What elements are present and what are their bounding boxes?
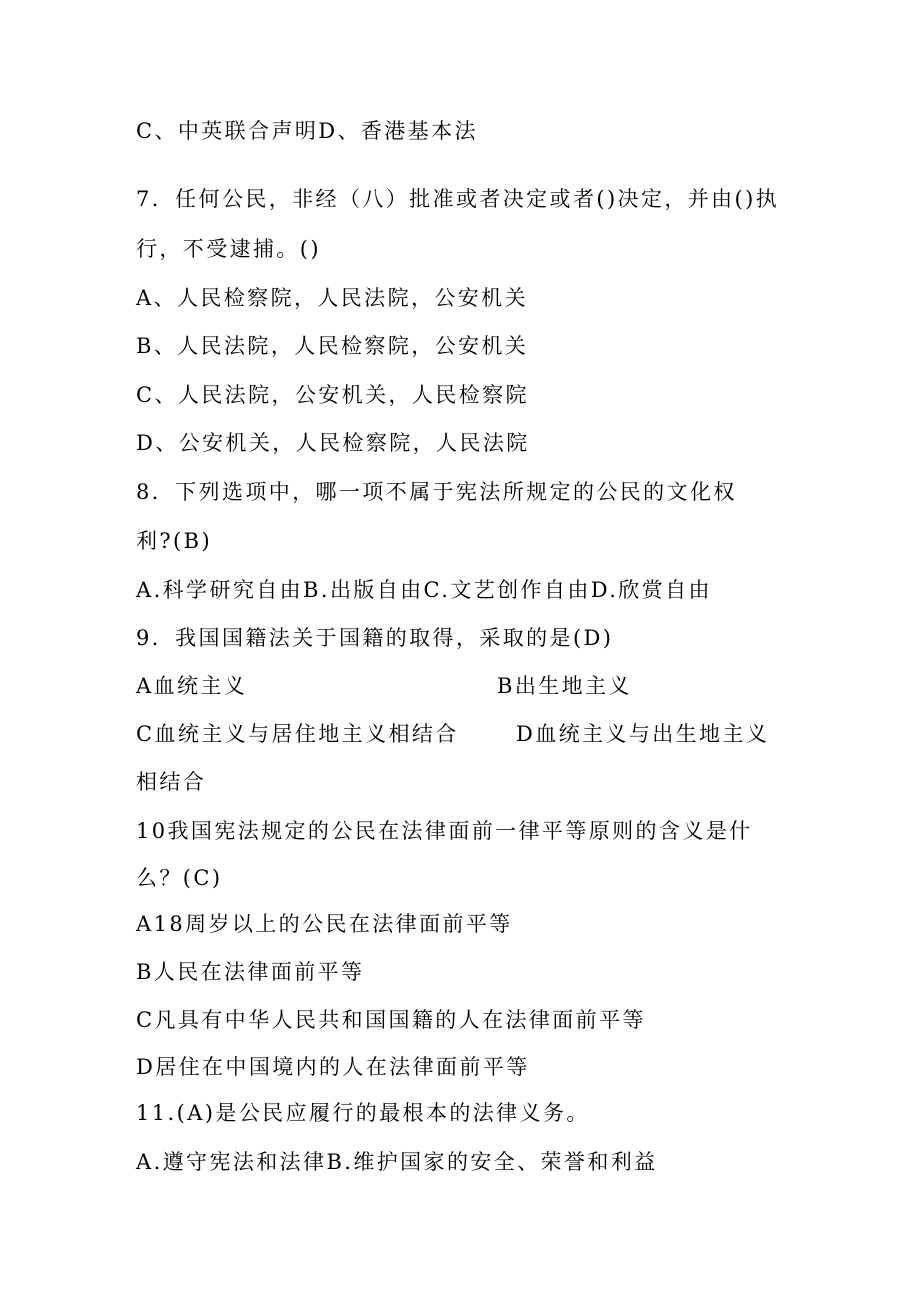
q7-option-a: A、人民检察院，人民法院，公安机关: [136, 286, 528, 310]
q6-option-cd: C、中英联合声明D、香港基本法: [136, 119, 478, 143]
q8-options: A.科学研究自由B.出版自由C.文艺创作自由D.欣赏自由: [136, 578, 712, 602]
q9-stem: 9．我国国籍法关于国籍的取得，采取的是(D): [136, 626, 614, 650]
q10-option-d: D居住在中国境内的人在法律面前平等: [136, 1055, 530, 1079]
q8-stem-line1: 8．下列选项中，哪一项不属于宪法所规定的公民的文化权: [136, 480, 737, 504]
q7-option-b: B、人民法院，人民检察院，公安机关: [136, 334, 529, 358]
q10-stem-line2: 么？(C): [136, 866, 223, 890]
q7-option-d: D、公安机关，人民检察院，人民法院: [136, 431, 530, 455]
q8-stem-line2: 利?(B): [136, 529, 213, 553]
q9-option-d-cont: 相结合: [136, 770, 207, 794]
q9-option-a: A血统主义: [136, 674, 248, 698]
q11-options: A.遵守宪法和法律B.维护国家的安全、荣誉和利益: [136, 1150, 658, 1174]
q9-option-c: C血统主义与居住地主义相结合: [136, 722, 459, 746]
q9-option-b: B出生地主义: [497, 674, 632, 698]
q10-stem-line1: 10我国宪法规定的公民在法律面前一律平等原则的含义是什: [136, 819, 753, 843]
q10-option-c: C凡具有中华人民共和国国籍的人在法律面前平等: [136, 1008, 646, 1032]
q7-stem-line2: 行，不受逮捕。(): [136, 237, 321, 261]
q7-option-c: C、人民法院，公安机关，人民检察院: [136, 383, 529, 407]
q7-stem-line1: 7．任何公民，非经（八）批准或者决定或者()决定，并由()执: [136, 187, 780, 211]
q11-stem: 11.(A)是公民应履行的最根本的法律义务。: [136, 1101, 590, 1125]
q10-option-b: B人民在法律面前平等: [136, 960, 365, 984]
q10-option-a: A18周岁以上的公民在法律面前平等: [136, 912, 513, 936]
q9-option-d: D血统主义与出生地主义: [516, 722, 770, 746]
